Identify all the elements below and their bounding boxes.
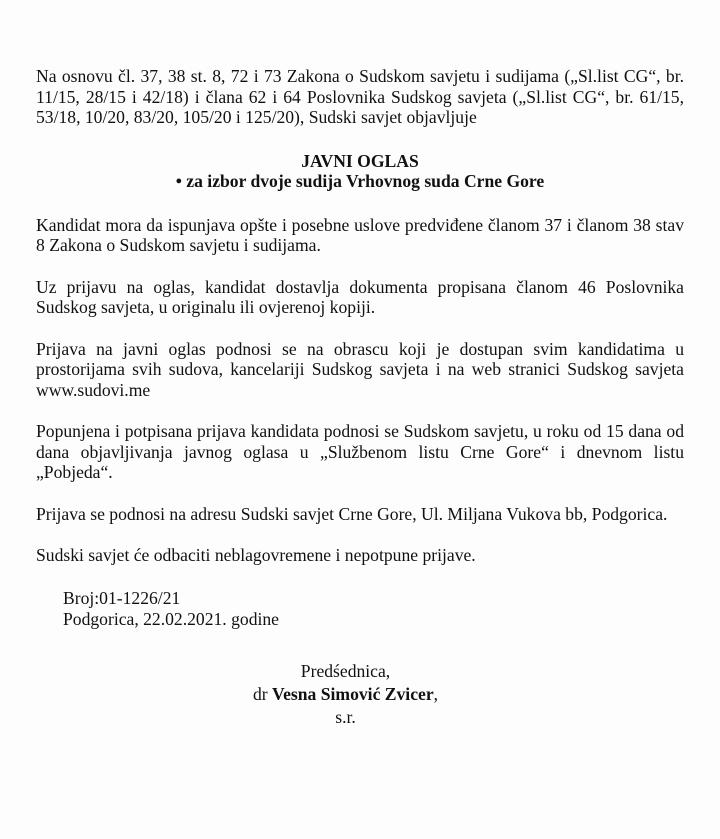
reference-number: Broj:01-1226/21 — [63, 587, 181, 608]
announcement-title: JAVNI OGLAS — [301, 150, 419, 171]
announcement-heading — [36, 151, 684, 192]
signature-role: Predśednica, — [300, 660, 391, 681]
signature-prefix: dr — [252, 683, 268, 704]
intro-paragraph: Na osnovu čl. 37, 38 st. 8, 72 i 73 Zakona o Sudskom savjetu i sudijama („Sl.list CG“, br. 11/15, 28/15 i 42/18) i člana 62 i 64 Poslovnika Sudskog savjeta („Sl.list CG“, br. 61/15, 53/18, 10/20, 83/20, 105/20 i 125/20), Sudski savjet objavljuje — [36, 66, 684, 127]
paragraph-requirements: Kandidat mora da ispunjava opšte i posebne uslove predviđene članom 37 i članom 38 stav 8 Zakona o Sudskom savjetu i sudijama. — [36, 214, 684, 255]
paragraph-documents: Uz prijavu na oglas, kandidat dostavlja dokumenta propisana članom 46 Poslovnika Sudskog savjeta, u originalu ili ovjerenoj kopiji. — [36, 276, 684, 317]
announcement-subtitle: • za izbor dvoje sudija Vrhovnog suda Crne Gore — [175, 171, 545, 191]
document-body — [36, 66, 684, 729]
place-date: Podgorica, 22.02.2021. godine — [63, 608, 279, 629]
paragraph-address: Prijava se podnosi na adresu Sudski savjet Crne Gore, Ul. Miljana Vukova bb, Podgorica. — [36, 503, 668, 524]
signature-name: Vesna Simović Zvicer — [272, 683, 434, 704]
paragraph-rejection: Sudski savjet će odbaciti neblagovremene i nepotpune prijave. — [36, 545, 476, 565]
signature-line — [243, 683, 448, 729]
paragraph-application-form: Prijava na javni oglas podnosi se na obrascu koji je dostupan svim kandidatima u prostorijama svih sudova, kancelariji Sudskog savjeta i na web stranici Sudskog savjeta www.sudovi.me — [36, 338, 684, 400]
document-meta — [63, 588, 684, 630]
paragraph-deadline: Popunjena i potpisana prijava kandidata podnosi se Sudskom savjetu, u roku od 15 dana od dana objavljivanja javnog oglasa u „Službenom listu Crne Gore“ i dnevnom listu „Pobjeda“. — [36, 421, 684, 482]
signature-suffix: , s.r. — [335, 683, 439, 727]
signature-block — [243, 660, 448, 729]
